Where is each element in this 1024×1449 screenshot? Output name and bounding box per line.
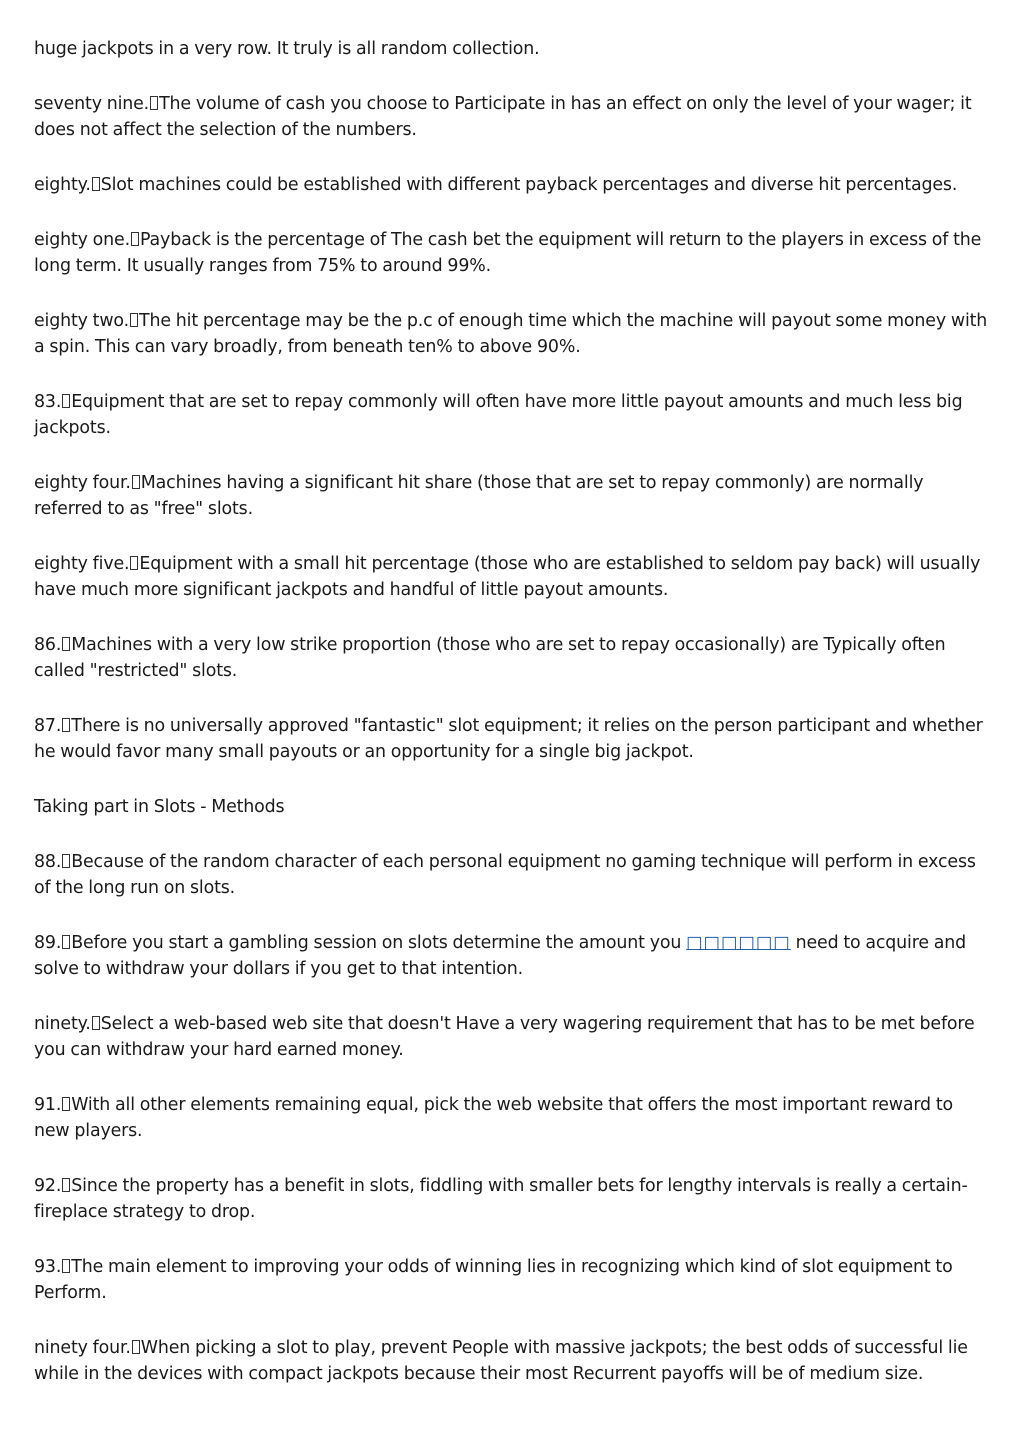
- paragraph-86: [34, 632, 990, 684]
- paragraph-90: [34, 1011, 990, 1063]
- missing-glyph-icon: [150, 96, 158, 110]
- item-text: the property has a benefit in slots, fiddling with smaller bets for lengthy intervals is really a certain-fireplace strategy to drop.: [34, 1176, 968, 1222]
- item-text-continued: need to acquire and solve to withdraw your dollars if you get to that intention.: [34, 933, 967, 979]
- item-number: eighty.: [34, 175, 91, 195]
- missing-glyph-icon: [132, 475, 140, 489]
- section-heading-text: Taking part in Slots - Methods: [34, 797, 285, 817]
- item-lead-word: With: [71, 1095, 111, 1115]
- item-text: is no universally approved "fantastic" slot equipment; it relies on the person participant and whether he would favor many small payouts or an opportunity for a single big jackpot.: [34, 716, 983, 762]
- item-number: eighty four.: [34, 473, 131, 493]
- missing-glyph-icon: [62, 1178, 70, 1192]
- item-lead-word: There: [71, 716, 121, 736]
- item-text: all other elements remaining equal, pick the web website that offers the most important reward to new players.: [34, 1095, 953, 1141]
- item-text: is the percentage of The cash bet the equipment will return to the players in excess of the long term. It usually ranges from 75% to around 99%.: [34, 230, 982, 276]
- item-number: eighty two.: [34, 311, 129, 331]
- item-lead-word: Select: [100, 1014, 154, 1034]
- paragraph-93: [34, 1254, 990, 1306]
- item-text: main element to improving your odds of winning lies in recognizing which kind of slot equipment to Perform.: [34, 1257, 953, 1303]
- missing-glyph-icon: [62, 394, 70, 408]
- missing-glyph-icon: [92, 177, 100, 191]
- missing-glyph-icon: [62, 1097, 70, 1111]
- missing-glyph-icon: [62, 1259, 70, 1273]
- item-number: ninety.: [34, 1014, 91, 1034]
- item-lead-word: The: [139, 311, 171, 331]
- paragraph-81: [34, 227, 990, 279]
- paragraph-91: [34, 1092, 990, 1144]
- missing-glyph-icon: [131, 232, 139, 246]
- missing-glyph-icon: [130, 556, 138, 570]
- item-number: 86.: [34, 635, 62, 655]
- item-number: 87.: [34, 716, 62, 736]
- item-lead-word: Equipment: [139, 554, 233, 574]
- inline-link[interactable]: □□□□□□: [686, 933, 791, 953]
- paragraph-83: [34, 389, 990, 441]
- paragraph-79: [34, 91, 990, 143]
- item-text: having a significant hit share (those that are set to repay commonly) are normally referred to as "free" slots.: [34, 473, 924, 519]
- paragraph-87: [34, 713, 990, 765]
- paragraph-text: huge jackpots in a very row. It truly is all random collection.: [34, 39, 540, 59]
- item-number: eighty one.: [34, 230, 130, 250]
- item-text: volume of cash you choose to Participate in has an effect on only the level of your wager; it does not affect the selection of the numbers.: [34, 94, 972, 140]
- paragraph-92: [34, 1173, 990, 1225]
- item-lead-word: Machines: [140, 473, 222, 493]
- paragraph-80: [34, 172, 990, 198]
- item-text: with a very low strike proportion (those who are set to repay occasionally) are Typically often called "restricted" slots.: [34, 635, 946, 681]
- item-lead-word: Equipment: [71, 392, 165, 412]
- item-lead-word: Because: [71, 852, 144, 872]
- item-text: machines could be established with different payback percentages and diverse hit percentages.: [138, 175, 958, 195]
- paragraph-88: [34, 849, 990, 901]
- item-lead-word: Machines: [71, 635, 152, 655]
- item-lead-word: Since: [71, 1176, 118, 1196]
- paragraph-89: [34, 930, 990, 982]
- item-number: seventy nine.: [34, 94, 150, 114]
- item-lead-word: When: [140, 1338, 191, 1358]
- missing-glyph-icon: [132, 1340, 140, 1354]
- missing-glyph-icon: [62, 718, 70, 732]
- item-lead-word: Slot: [100, 175, 134, 195]
- item-number: 91.: [34, 1095, 62, 1115]
- item-lead-word: The: [71, 1257, 104, 1277]
- item-number: 89.: [34, 933, 62, 953]
- missing-glyph-icon: [62, 854, 70, 868]
- missing-glyph-icon: [130, 313, 138, 327]
- item-number: 92.: [34, 1176, 62, 1196]
- item-text: you start a gambling session on slots determine the amount you: [132, 933, 682, 953]
- item-text: hit percentage may be the p.c of enough time which the machine will payout some money with a spin. This can vary broadly, from beneath ten% to above 90%.: [34, 311, 988, 357]
- paragraph-94: [34, 1335, 990, 1387]
- item-number: ninety four.: [34, 1338, 131, 1358]
- item-text: that are set to repay commonly will often have more little payout amounts and much less big jackpots.: [34, 392, 963, 438]
- paragraph-85: [34, 551, 990, 603]
- item-text: picking a slot to play, prevent People with massive jackpots; the best odds of successful lie while in the devices with compact jackpots because their most Recurrent payoffs will be of medium size.: [34, 1338, 968, 1384]
- item-text: with a small hit percentage (those who are established to seldom pay back) will usually have much more significant jackpots and handful of little payout amounts.: [34, 554, 981, 600]
- item-text: of the random character of each personal equipment no gaming technique will perform in excess of the long run on slots.: [34, 852, 976, 898]
- missing-glyph-icon: [62, 637, 70, 651]
- item-number: 93.: [34, 1257, 62, 1277]
- paragraph-82: [34, 308, 990, 360]
- missing-glyph-icon: [62, 935, 70, 949]
- section-heading: [34, 794, 990, 820]
- item-number: eighty five.: [34, 554, 130, 574]
- paragraph-84: [34, 470, 990, 522]
- item-lead-word: The: [159, 94, 191, 114]
- item-number: 83.: [34, 392, 62, 412]
- item-number: 88.: [34, 852, 62, 872]
- paragraph-intro: [34, 36, 990, 62]
- item-lead-word: Payback: [139, 230, 211, 250]
- item-text: a web-based web site that doesn't Have a very wagering requirement that has to be met before you can withdraw your hard earned money.: [34, 1014, 975, 1060]
- missing-glyph-icon: [92, 1016, 100, 1030]
- item-lead-word: Before: [71, 933, 128, 953]
